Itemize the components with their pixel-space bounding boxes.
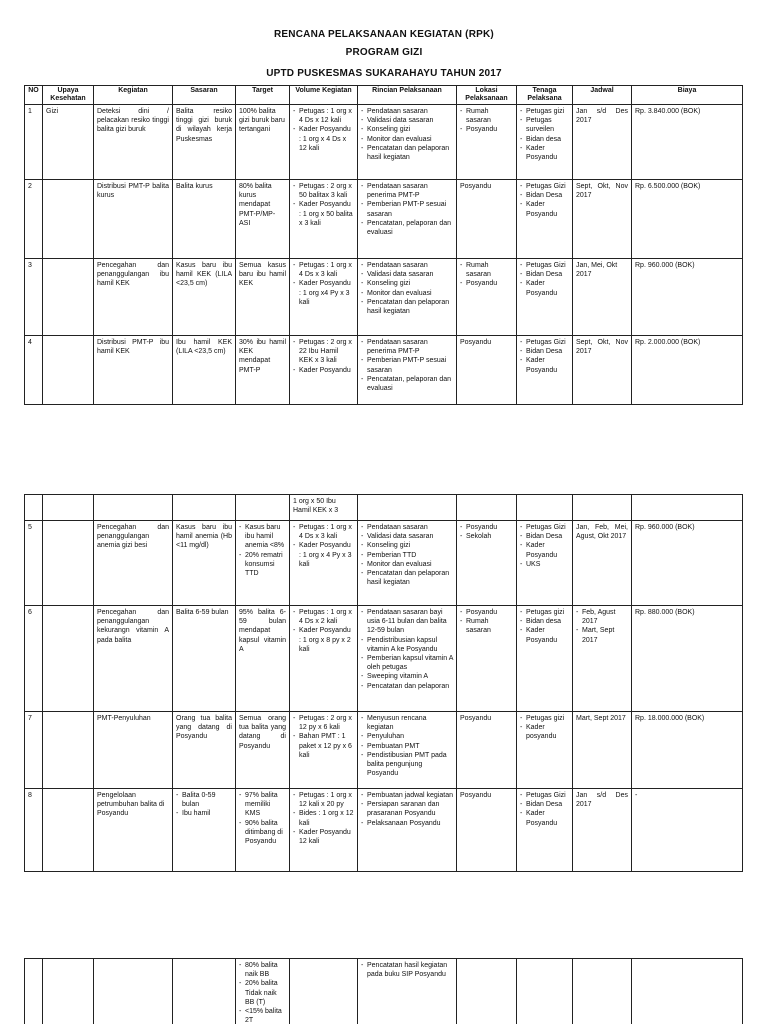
cell-lokasi: Posyandu [457,789,517,872]
cell-volume [290,712,358,789]
cell-lokasi [457,259,517,336]
cell-target [236,521,290,606]
cell-biaya: Rp. 960.000 (BOK) [632,259,743,336]
program-title: PROGRAM GIZI [345,47,423,58]
list-item: - Ibu hamil [176,809,232,818]
cell-sasaran [173,789,236,872]
list-item: - Pendataan sasaran [361,107,453,116]
list-item: - 20% rematri konsumsi TTD [239,551,286,579]
list-item: - Petugas : 1 org x 4 Ds x 3 kali [293,261,354,279]
cell-upaya [43,259,94,336]
list-item: - Pencatatan, pelaporan dan evaluasi [361,375,453,393]
cell-no: 1 [25,105,43,180]
list-item: - Kader Posyandu : 1 org x4 Py x 3 kali [293,279,354,307]
list-item: - Menyusun rencana kegiatan [361,714,453,732]
list-item: - Petugas : 2 org x 12 py x 6 kali [293,714,354,732]
cell-no: 7 [25,712,43,789]
list-item: - Petugas : 1 org x 4 Ds x 2 kali [293,608,354,626]
cell-lokasi [457,521,517,606]
list-item: - Petugas gizi [520,608,569,617]
list-item: - 80% balita naik BB [239,961,286,979]
cell-target: 95% balita 6-59 bulan mendapat kapsul vitamin A [236,606,290,712]
cell-no: 5 [25,521,43,606]
cell-tenaga [517,105,573,180]
cell-jadwal: Sept, Okt, Nov 2017 [573,180,632,259]
list-item: - Bidan Desa [520,532,569,541]
cell-no: 3 [25,259,43,336]
table-row [25,959,743,1024]
cell-volume [290,336,358,405]
col-header-upaya: Upaya Kesehatan [43,86,94,105]
list-item: - Bidan Desa [520,270,569,279]
cell-target: Semua orang tua balita yang datang di Posyandu [236,712,290,789]
cell-tenaga [517,521,573,606]
list-item: - Petugas : 1 org x 4 Ds x 12 kali [293,107,354,125]
rpk-table-part-3 [24,958,743,1024]
cell-kegiatan: Pencegahan dan penanggulangan ibu hamil KEK [94,259,173,336]
cell-kegiatan: Deteksi dini / pelacakan resiko tinggi balita gizi buruk [94,105,173,180]
cell-volume [290,105,358,180]
cell-tenaga [517,336,573,405]
cell-volume: 1 org x 50 Ibu Hamil KEK x 3 [290,495,358,521]
list-item: - Monitor dan evaluasi [361,289,453,298]
cell-no: 4 [25,336,43,405]
cell-upaya [43,180,94,259]
list-item: - Pendataan sasaran [361,523,453,532]
cell-kegiatan: Pencegahan dan penanggulangan anemia gizi besi [94,521,173,606]
cell-sasaran: Kasus baru ibu hamil anemia (Hb <11 mg/dl) [173,521,236,606]
cell-tenaga [517,789,573,872]
table-row [25,336,743,405]
cell-tenaga [517,180,573,259]
cell-upaya [43,789,94,872]
cell-lokasi [457,606,517,712]
list-item: - Pencatatan, pelaporan dan evaluasi [361,219,453,237]
cell-biaya: Rp. 880.000 (BOK) [632,606,743,712]
cell-rincian [358,259,457,336]
list-item: - Petugas : 2 org x 50 balitax 3 kali [293,182,354,200]
list-item: - Sweeping vitamin A [361,672,453,681]
cell-upaya [43,521,94,606]
cell-kegiatan: PMT-Penyuluhan [94,712,173,789]
list-item: - Petugas Gizi [520,261,569,270]
cell-sasaran: Orang tua balita yang datang di Posyandu [173,712,236,789]
cell-no: 6 [25,606,43,712]
list-item: - Petugas gizi [520,107,569,116]
table-row [25,712,743,789]
cell-volume [290,521,358,606]
list-item: - Kader Posyandu : 1 org x 8 py x 2 kali [293,626,354,654]
cell-no: 2 [25,180,43,259]
list-item: - Petugas Gizi [520,338,569,347]
list-item: - Bidan Desa [520,800,569,809]
list-item: - Petugas Gizi [520,791,569,800]
cell-tenaga [517,606,573,712]
list-item: - Kader Posyandu [293,366,354,375]
list-item: - Kader Posyandu [520,200,569,218]
cell-volume [290,606,358,712]
list-item: - Kader Posyandu [520,279,569,297]
table-row [25,259,743,336]
list-item: - Pencatatan dan pelaporan hasil kegiatan [361,298,453,316]
col-header-volume: Volume Kegiatan [290,86,358,105]
list-item: - Validasi data sasaran [361,116,453,125]
list-item: - Petugas surveilen [520,116,569,134]
list-item: - Pendataan sasaran bayi usia 6-11 bulan dan balita 12-59 bulan [361,608,453,636]
col-header-lokasi: Lokasi Pelaksanaan [457,86,517,105]
cell-rincian [358,789,457,872]
cell-lokasi: Posyandu [457,336,517,405]
cell-rincian [358,712,457,789]
list-item: - Petugas : 1 org x 12 kali x 20 py [293,791,354,809]
list-item: - Kader Posyandu [520,541,569,559]
list-item: - Pendistribusian kapsul vitamin A ke Posyandu [361,636,453,654]
cell-volume [290,789,358,872]
list-item: - Bidan Desa [520,347,569,356]
list-item: - Posyandu [460,279,513,288]
col-header-biaya: Biaya [632,86,743,105]
list-item: - Monitor dan evaluasi [361,135,453,144]
list-item: - Pemberian kapsul vitamin A oleh petugas [361,654,453,672]
cell-sasaran: Balita resiko tinggi gizi buruk di wilayah kerja Puskesmas [173,105,236,180]
cell-target [236,789,290,872]
cell-sasaran: Ibu hamil KEK (LILA <23,5 cm) [173,336,236,405]
cell-rincian [358,180,457,259]
list-item: - Petugas Gizi [520,523,569,532]
list-item: - Bidan Desa [520,191,569,200]
list-item: - Kader Posyandu 12 kali [293,828,354,846]
cell-upaya: Gizi [43,105,94,180]
list-item: - Posyandu [460,125,513,134]
table-row [25,789,743,872]
table-row [25,606,743,712]
cell-biaya: Rp. 6.500.000 (BOK) [632,180,743,259]
list-item: - Validasi data sasaran [361,270,453,279]
col-header-sasaran: Sasaran [173,86,236,105]
list-item: - Konseling gizi [361,541,453,550]
rpk-table-part-2 [24,494,743,872]
document-title: RENCANA PELAKSANAAN KEGIATAN (RPK) [274,29,494,40]
cell-jadwal: Jan s/d Des 2017 [573,789,632,872]
cell-biaya: Rp. 960.000 (BOK) [632,521,743,606]
list-item: - Pendataan sasaran penerima PMT-P [361,338,453,356]
cell-volume [290,259,358,336]
cell-sasaran: Kasus baru ibu hamil KEK (LILA <23,5 cm) [173,259,236,336]
list-item: - Pembuatan jadwal kegiatan [361,791,453,800]
col-header-no: NO [25,86,43,105]
cell-target: Semua kasus baru ibu hamil KEK [236,259,290,336]
cell-biaya: Rp. 3.840.000 (BOK) [632,105,743,180]
col-header-tenaga: Tenaga Pelaksana [517,86,573,105]
list-item: - Sekolah [460,532,513,541]
list-item: - Kader Posyandu [520,809,569,827]
table-row [25,180,743,259]
list-item: - Pencatatan dan pelaporan [361,682,453,691]
cell-lokasi: Posyandu [457,180,517,259]
list-item: - 97% balita memiliki KMS [239,791,286,819]
cell-rincian [358,105,457,180]
cell-tenaga [517,259,573,336]
cell-target: 30% ibu hamil KEK mendapat PMT-P [236,336,290,405]
list-item: - Pendistibusian PMT pada balita pengunjung Posyandu [361,751,453,779]
list-item: - Persiapan saranan dan prasaranan Posyandu [361,800,453,818]
cell-kegiatan: Distribusi PMT-P balita kurus [94,180,173,259]
table-row [25,521,743,606]
list-item: - <15% balita 2T [239,1007,286,1024]
cell-upaya [43,606,94,712]
rpk-table-part-1 [24,85,743,405]
col-header-rincian: Rincian Pelaksanaan [358,86,457,105]
list-item: - Balita 0-59 bulan [176,791,232,809]
cell-kegiatan: Pencegahan dan penanggulangan kekurangn vitamin A pada balita [94,606,173,712]
list-item: - Petugas : 2 org x 22 Ibu Hamil KEK x 3 kali [293,338,354,366]
cell-jadwal: Jan s/d Des 2017 [573,105,632,180]
list-item: - Pendataan sasaran penerima PMT-P [361,182,453,200]
cell-upaya [43,336,94,405]
list-item: - Kader Posyandu [520,626,569,644]
list-item: - Feb, Agust 2017 [576,608,628,626]
cell-kegiatan: Distribusi PMT-P ibu hamil KEK [94,336,173,405]
cell-lokasi [457,105,517,180]
list-item: - Pendataan sasaran [361,261,453,270]
cell-sasaran: Balita 6-59 bulan [173,606,236,712]
list-item: - Pemberian PMT-P sesuai sasaran [361,200,453,218]
list-item: - Petugas Gizi [520,182,569,191]
cell-target [236,959,290,1024]
cell-jadwal [573,606,632,712]
list-item: - Rumah sasaran [460,107,513,125]
unit-title: UPTD PUSKESMAS SUKARAHAYU TAHUN 2017 [266,68,502,79]
cell-rincian [358,521,457,606]
list-item: - Kader Posyandu : 1 org x 50 balita x 3 kali [293,200,354,228]
table-row [25,495,743,521]
cell-target: 80% balita kurus mendapat PMT-P/MP-ASI [236,180,290,259]
list-item: - Kasus baru ibu hamil anemia <8% [239,523,286,551]
list-item: - Konseling gizi [361,125,453,134]
cell-volume [290,180,358,259]
list-item: - 20% balita Tidak naik BB (T) [239,979,286,1007]
list-item: - Petugas : 1 org x 4 Ds x 3 kali [293,523,354,541]
list-item: - Konseling gizi [361,279,453,288]
list-item: - Kader Posyandu [520,144,569,162]
col-header-target: Target [236,86,290,105]
list-item: - Rumah sasaran [460,261,513,279]
list-item: - Validasi data sasaran [361,532,453,541]
cell-jadwal: Mart, Sept 2017 [573,712,632,789]
cell-sasaran: Balita kurus [173,180,236,259]
cell-rincian [358,959,457,1024]
list-item: - Bahan PMT : 1 paket x 12 py x 6 kali [293,732,354,760]
table-header-row [25,86,743,105]
list-item: - Pencatatan hasil kegiatan pada buku SIP Posyandu [361,961,453,979]
cell-jadwal: Jan, Feb, Mei, Agust, Okt 2017 [573,521,632,606]
cell-target: 100% balita gizi buruk baru tertangani [236,105,290,180]
cell-jadwal: Jan, Mei, Okt 2017 [573,259,632,336]
list-item: - Rumah sasaran [460,617,513,635]
col-header-jadwal: Jadwal [573,86,632,105]
cell-tenaga [517,712,573,789]
list-item: - Posyandu [460,523,513,532]
cell-kegiatan: Pengelolaan petrumbuhan balita di Posyandu [94,789,173,872]
list-item: - Pemberian TTD [361,551,453,560]
list-item: - Kader Posyandu : 1 org x 4 Py x 3 kali [293,541,354,569]
cell-upaya [43,712,94,789]
col-header-kegiatan: Kegiatan [94,86,173,105]
list-item: - Monitor dan evaluasi [361,560,453,569]
list-item: - Penyuluhan [361,732,453,741]
cell-jadwal: Sept, Okt, Nov 2017 [573,336,632,405]
cell-biaya: Rp. 2.000.000 (BOK) [632,336,743,405]
list-item: - Mart, Sept 2017 [576,626,628,644]
list-item: - Bidan desa [520,617,569,626]
list-item: - Kader Posyandu [520,356,569,374]
list-item: - Pencatatan dan pelaporan hasil kegiatan [361,569,453,587]
cell-biaya: Rp. 18.000.000 (BOK) [632,712,743,789]
list-item: - Pembuatan PMT [361,742,453,751]
list-item: - Pencatatan dan pelaporan hasil kegiatan [361,144,453,162]
cell-lokasi: Posyandu [457,712,517,789]
list-item: - Pelaksanaan Posyandu [361,819,453,828]
list-item: - Kader Posyandu : 1 org x 4 Ds x 12 kali [293,125,354,153]
cell-rincian [358,336,457,405]
list-item: - Pemberian PMT-P sesuai sasaran [361,356,453,374]
list-item: - Bides : 1 org x 12 kali [293,809,354,827]
table-row [25,105,743,180]
list-item: - 90% balita ditimbang di Posyandu [239,819,286,847]
list-item: - Bidan desa [520,135,569,144]
list-item: - Petugas gizi [520,714,569,723]
cell-no: 8 [25,789,43,872]
list-item: - Kader posyandu [520,723,569,741]
list-item: - Posyandu [460,608,513,617]
cell-biaya: - [632,789,743,872]
list-item: - UKS [520,560,569,569]
cell-rincian [358,606,457,712]
